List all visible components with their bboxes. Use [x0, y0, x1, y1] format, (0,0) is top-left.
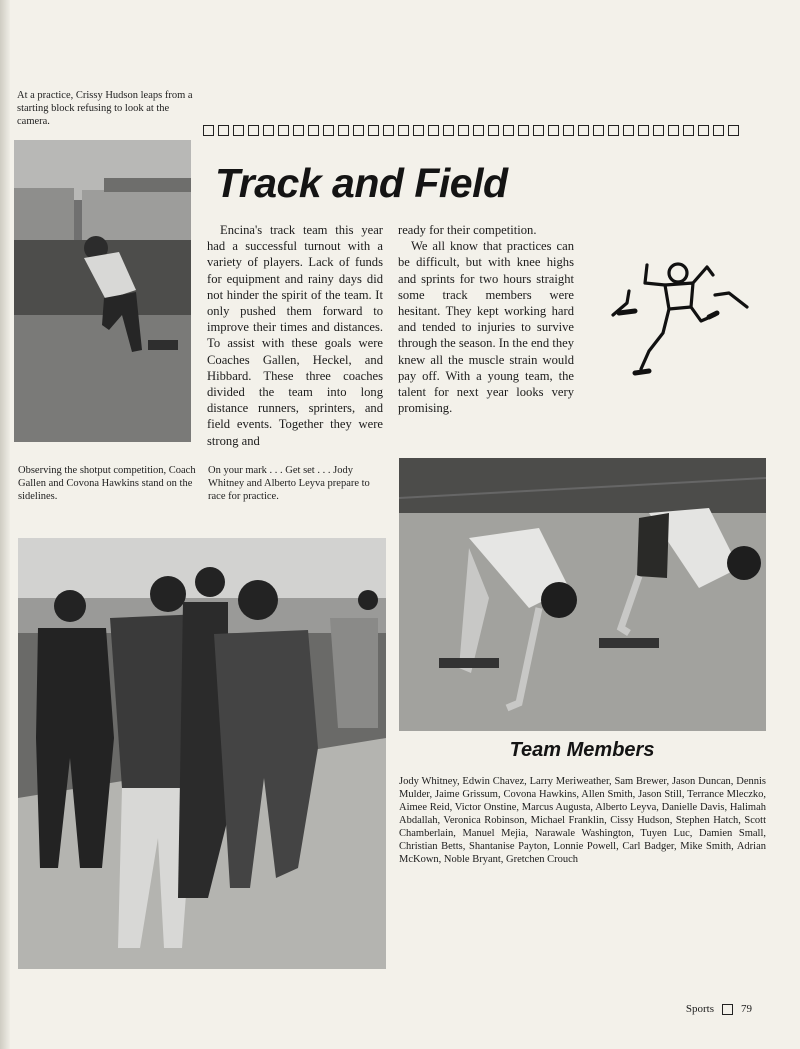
square-outline-icon — [218, 125, 229, 136]
square-outline-icon — [488, 125, 499, 136]
square-outline-icon — [668, 125, 679, 136]
square-outline-icon — [428, 125, 439, 136]
square-outline-icon — [308, 125, 319, 136]
caption-top-photo: At a practice, Crissy Hudson leaps from a starting block refusing to look at the camera. — [17, 90, 193, 127]
article-paragraph-2: We all know that practices can be difficult, but with knee highs and sprints for two hours straight some track members were hesitant. They kept working hard and tended to injuries to survive through the season. In the end they knew all the muscle strain would pay off. With a young team, the talent for next year looks very promising. — [398, 239, 574, 416]
square-outline-icon — [278, 125, 289, 136]
article-paragraph-1-continued: ready for their competition. — [398, 223, 537, 237]
square-outline-icon — [722, 1004, 733, 1015]
square-outline-icon — [638, 125, 649, 136]
square-outline-icon — [653, 125, 664, 136]
square-outline-icon — [368, 125, 379, 136]
photo-shotput-sidelines — [18, 538, 386, 969]
square-outline-icon — [698, 125, 709, 136]
square-outline-icon — [713, 125, 724, 136]
square-outline-icon — [383, 125, 394, 136]
article-column-2 — [398, 222, 574, 416]
page-footer — [686, 1003, 752, 1015]
caption-on-your-mark: On your mark . . . Get set . . . Jody Whitney and Alberto Leyva prepare to race for practice. — [208, 465, 370, 502]
square-outline-icon — [353, 125, 364, 136]
square-outline-icon — [203, 125, 214, 136]
square-outline-icon — [443, 125, 454, 136]
square-outline-icon — [548, 125, 559, 136]
article-paragraph-1: Encina's track team this year had a successful turnout with a variety of players. Lack of funds for equipment and rainy days did not hinder the spirit of the team. It only pushed them forward to improve their times and distances. To assist with these goals were Coaches Gallen, Heckel, and Hibbard. These three coaches divided the team into long distance runners, sprinters, and field events. Together they were strong and — [207, 223, 383, 448]
caption-shotput: Observing the shotput competition, Coach Gallen and Covona Hawkins stand on the sidelines. — [18, 465, 196, 502]
square-outline-icon — [593, 125, 604, 136]
square-outline-icon — [563, 125, 574, 136]
square-outline-icon — [533, 125, 544, 136]
square-outline-icon — [413, 125, 424, 136]
square-outline-icon — [263, 125, 274, 136]
square-outline-icon — [473, 125, 484, 136]
team-members-heading: Team Members — [509, 739, 655, 761]
decorative-square-divider — [203, 125, 748, 139]
runner-illustration — [605, 255, 755, 380]
square-outline-icon — [728, 125, 739, 136]
page-number: 79 — [741, 1003, 752, 1015]
square-outline-icon — [233, 125, 244, 136]
square-outline-icon — [608, 125, 619, 136]
footer-section-label: Sports — [685, 1003, 714, 1015]
square-outline-icon — [323, 125, 334, 136]
photo-on-your-mark — [399, 458, 766, 731]
square-outline-icon — [683, 125, 694, 136]
square-outline-icon — [398, 125, 409, 136]
square-outline-icon — [293, 125, 304, 136]
team-members-list: Jody Whitney, Edwin Chavez, Larry Meriweather, Sam Brewer, Jason Duncan, Dennis Mulder, Jaime Grissum, Covona Hawkins, Allen Smith, Jason Still, Terrance Mleczko, Aimee Reid, Victor Onstine, Marcus Augusta, Alberto Leyva, Danielle Davis, Halimah Abdallah, Veronica Robinson, Michael Franklin, Cissy Hudson, Stephen Hatch, Scott Chamberlain, Manuel Mejia, Narawale Washington, Tuyen Luc, Damien Small, Christian Betts, Shantanise Payton, Lonnie Powell, Carl Badger, Mike Smith, Adrian McKown, Noble Bryant, Gretchen Crouch — [399, 776, 766, 865]
square-outline-icon — [578, 125, 589, 136]
square-outline-icon — [518, 125, 529, 136]
square-outline-icon — [458, 125, 469, 136]
square-outline-icon — [623, 125, 634, 136]
square-outline-icon — [248, 125, 259, 136]
square-outline-icon — [338, 125, 349, 136]
page-spine — [0, 0, 10, 1049]
page-title: Track and Field — [215, 160, 508, 206]
article-column-1 — [207, 222, 383, 449]
square-outline-icon — [503, 125, 514, 136]
photo-starting-block — [14, 140, 191, 442]
